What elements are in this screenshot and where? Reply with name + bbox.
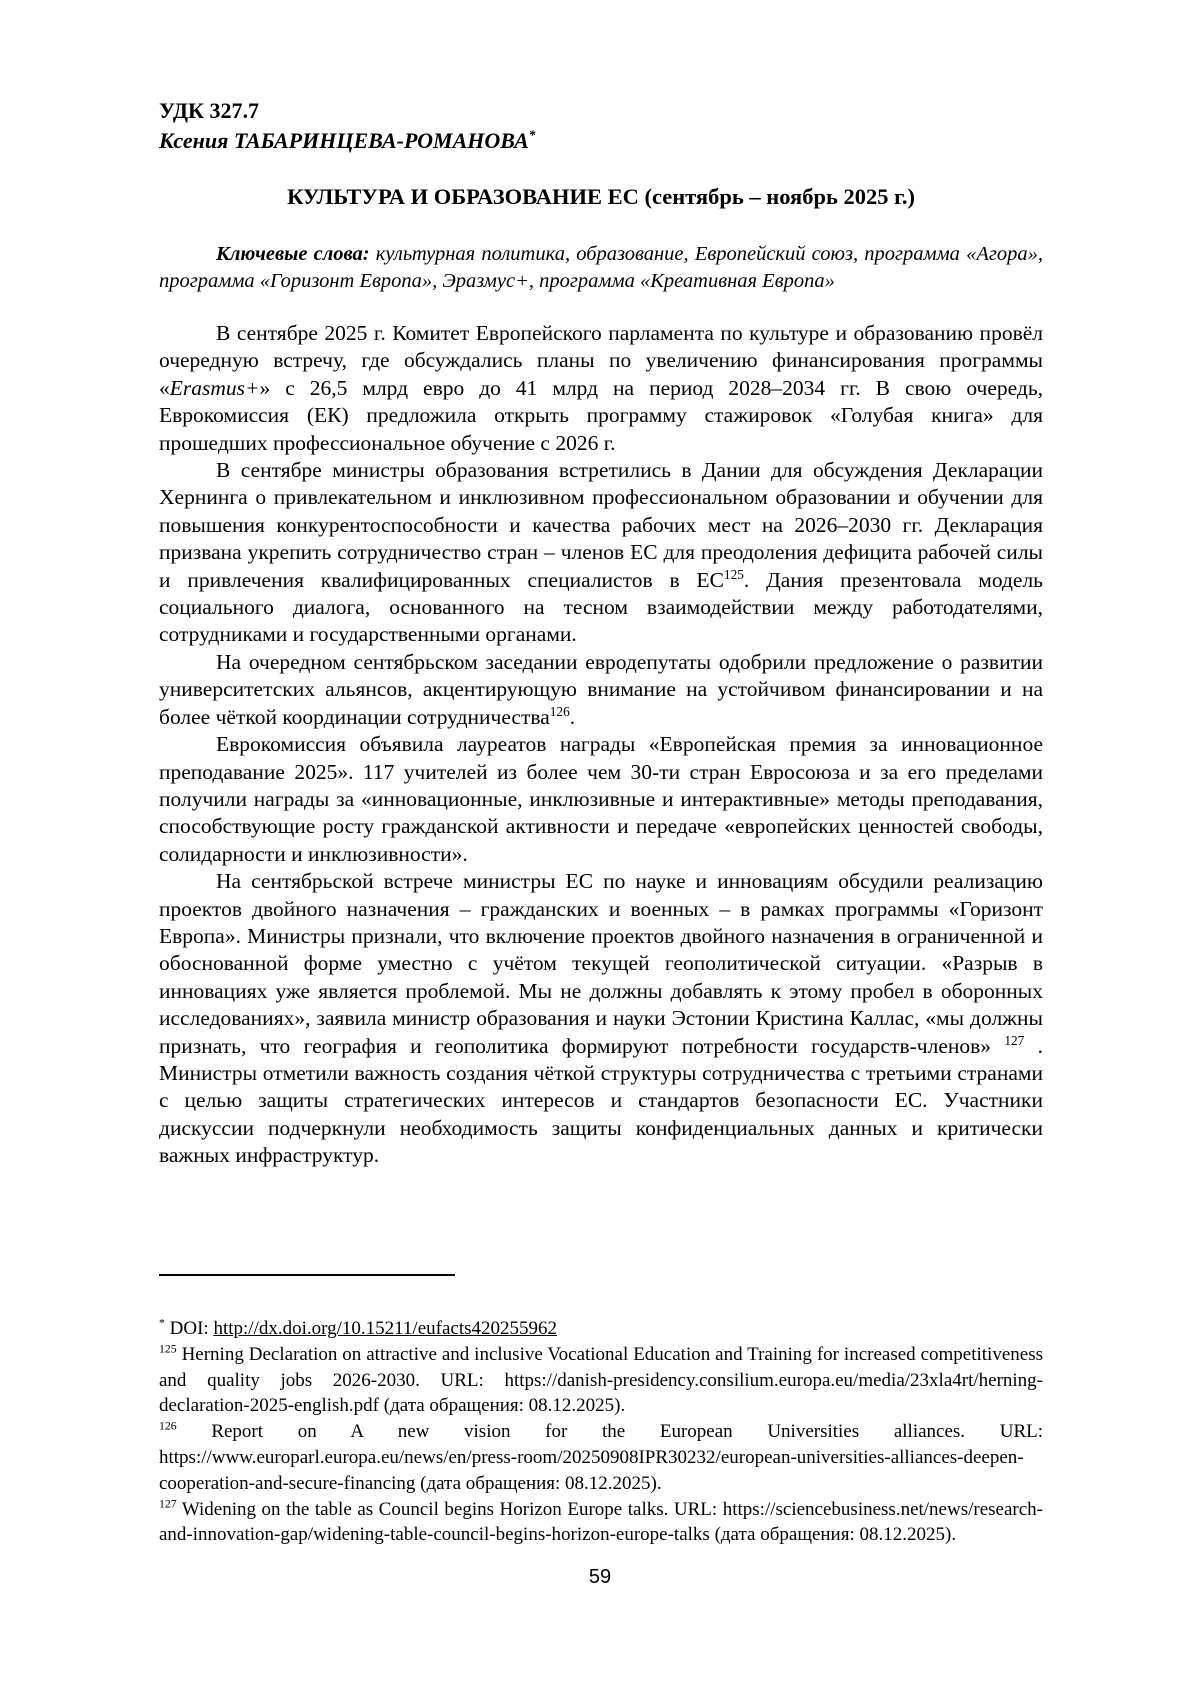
doi-link[interactable]: http://dx.doi.org/10.15211/eufacts420255962	[213, 1318, 558, 1339]
paragraph-4	[159, 731, 1043, 868]
paragraph-1-text: В сентябре 2025 г. Комитет Европейского парламента по культуре и образованию провёл очередную встречу, где обсуждались планы по увеличению финансирования программы «	[159, 321, 1043, 400]
footnote-doi	[159, 1316, 1043, 1342]
paragraph-5-text: На сентябрьской встрече министры ЕС по науке и инновациям обсудили реализацию проектов двойного назначения – гражданских и военных – в рамках программы «Горизонт Европа». Министры признали, что включение проектов двойного назначения в ограниченной и обоснованной форме уместно с учётом текущей геополитической ситуации. «Разрыв в инновациях уже является проблемой. Мы не должны добавлять к этому пробел в оборонных исследованиях», заявила министр образования и науки Эстонии Кристина Каллас, «мы должны признать, что география и геополитика формируют потребности государств-членов»	[159, 869, 1043, 1058]
paragraph-1	[159, 320, 1043, 457]
footnote-127	[159, 1497, 1043, 1549]
paragraph-3	[159, 649, 1043, 731]
paragraph-1-text-cont: » с 26,5 млрд евро до 41 млрд на период 2028–2034 гг. В свою очередь, Еврокомиссия (ЕК) предложила открыть программу стажировок «Голубая книга» для прошедших профессиональное обучение с 2026 г.	[159, 375, 1043, 455]
author-footnote-mark: *	[528, 127, 536, 143]
footnote-ref-126: 126	[549, 703, 570, 719]
author-name: Ксения ТАБАРИНЦЕВА-РОМАНОВА	[159, 128, 529, 153]
footnote-separator-line	[159, 1274, 455, 1276]
page-number: 59	[588, 1566, 612, 1588]
paragraph-3-text-cont: .	[569, 704, 576, 729]
keywords-text: культурная политика, образование, Европейский союз, программа «Агора», программа «Горизонт Европа», Эразмус+, программа «Креативная Европа»	[159, 243, 1043, 292]
article-title: КУЛЬТУРА И ОБРАЗОВАНИЕ ЕС (сентябрь – ноябрь 2025 г.)	[287, 184, 915, 209]
article-body	[159, 320, 1043, 1170]
paragraph-2	[159, 457, 1043, 649]
footnotes-section	[159, 1274, 1043, 1548]
paragraph-1-italic-term: Erasmus+	[169, 375, 260, 400]
paragraph-3-text: На очередном сентябрьском заседании евродепутаты одобрили предложение о развитии университетских альянсов, акцентирующую внимание на устойчивом финансировании и на более чёткой координации сотрудничества	[159, 649, 1043, 729]
footnote-doi-mark: *	[159, 1316, 165, 1330]
footnote-125-text: Herning Declaration on attractive and inclusive Vocational Education and Training for increased competitiveness and quality jobs 2026-2030. URL: https://danish-presidency.consilium.europa.eu/media/23xla4rt/herning-declaration-2025-english.pdf (дата обращения: 08.12.2025).	[159, 1343, 1043, 1417]
paragraph-2-text-cont: . Дания презентовала модель социального диалога, основанного на тесном взаимодействии между работодателями, сотрудниками и государственными органами.	[159, 567, 1043, 647]
footnote-126-text: Report on A new vision for the European Universities alliances. URL: https://www.europarl.europa.eu/news/en/press-room/20250908IPR30232/european-universities-alliances-deepen-cooperation-and-secure-financing (дата обращения: 08.12.2025).	[159, 1421, 1043, 1494]
keywords-label: Ключевые слова:	[216, 243, 370, 265]
footnote-126-mark: 126	[159, 1419, 177, 1433]
page-content	[159, 96, 1043, 1170]
footnote-127-text: Widening on the table as Council begins Horizon Europe talks. URL: https://sciencebusiness.net/news/research-and-innovation-gap/widening-table-council-begins-horizon-europe-talks (дата обращения: 08.12.2025).	[159, 1498, 1043, 1546]
footnote-ref-125: 125	[723, 566, 744, 582]
paragraph-5	[159, 868, 1043, 1169]
footnote-126	[159, 1419, 1043, 1496]
paragraph-5-text-cont: . Министры отметили важность создания чёткой структуры сотрудничества с третьими странами с целью защиты стратегических интересов и стандартов безопасности ЕС. Участники дискуссии подчеркнули необходимость защиты конфиденциальных данных и критически важных инфраструктур.	[159, 1033, 1043, 1168]
footnote-125	[159, 1342, 1043, 1419]
footnote-125-mark: 125	[159, 1342, 177, 1356]
footnote-127-mark: 127	[159, 1497, 177, 1511]
paragraph-2-text: В сентябре министры образования встретились в Дании для обсуждения Декларации Хернинга о привлекательном и инклюзивном профессиональном образовании и обучении для повышения конкурентоспособности и качества рабочих мест на 2026–2030 гг. Декларация призвана укрепить сотрудничество стран – членов ЕС для преодоления дефицита рабочей силы и привлечения квалифицированных специалистов в ЕС	[159, 458, 1043, 592]
paragraph-4-text: Еврокомиссия объявила лауреатов награды «Европейская премия за инновационное преподавание 2025». 117 учителей из более чем 30-ти стран Евросоюза и за его пределами получили награды за «инновационные, инклюзивные и интерактивные» методы преподавания, способствующие росту гражданской активности и передаче «европейских ценностей свободы, солидарности и инклюзивности».	[159, 732, 1043, 866]
udc-number: УДК 327.7	[159, 98, 260, 123]
keywords-paragraph	[159, 241, 1043, 295]
footnote-ref-127: 127	[1004, 1032, 1025, 1048]
footnote-doi-label: DOI:	[164, 1318, 214, 1339]
author-line	[159, 126, 1043, 156]
